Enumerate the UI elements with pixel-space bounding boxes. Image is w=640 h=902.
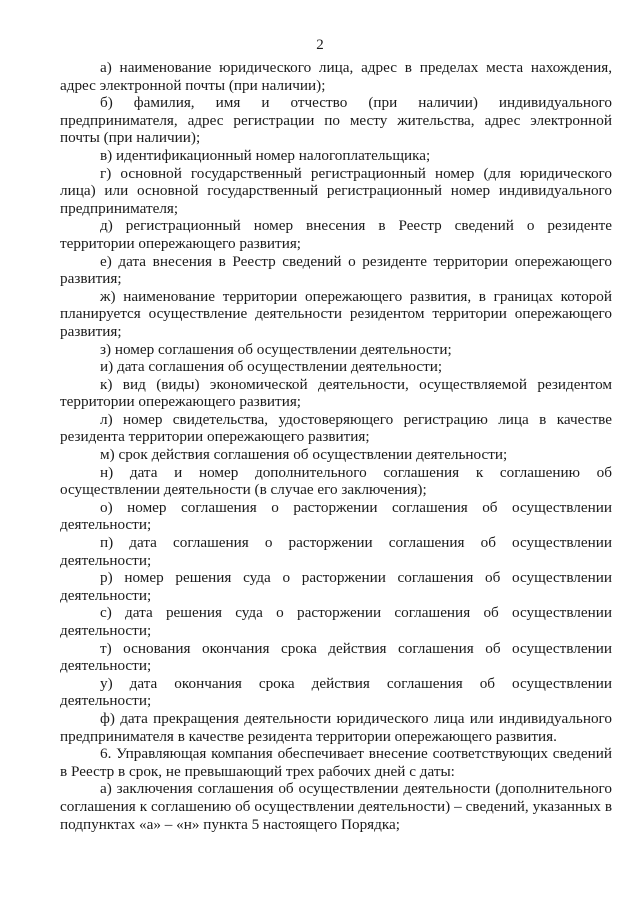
item-zh: ж) наименование территории опережающего развития, в границах которой планируется осуществление деятельности резидентом территории опережающего развития; [60, 287, 612, 340]
item-a: а) наименование юридического лица, адрес в пределах места нахождения, адрес электронной почты (при наличии); [60, 59, 612, 94]
item-p: п) дата соглашения о расторжении соглашения об осуществлении деятельности; [60, 534, 612, 569]
item-f: ф) дата прекращения деятельности юридического лица или индивидуального предпринимателя в качестве резидента территории опережающего развития. [60, 709, 612, 745]
item-u: у) дата окончания срока действия соглашения об осуществлении деятельности; [60, 674, 612, 710]
item-s: с) дата решения суда о расторжении соглашения об осуществлении деятельности; [60, 604, 612, 639]
item-d: д) регистрационный номер внесения в Реестр сведений о резиденте территории опережающего развития; [60, 217, 612, 252]
item-o: о) номер соглашения о расторжении соглашения об осуществлении деятельности; [60, 498, 612, 534]
section-6: 6. Управляющая компания обеспечивает внесение соответствующих сведений в Реестр в срок, не превышающий трех рабочих дней с даты: [60, 745, 612, 780]
item-r: р) номер решения суда о расторжении соглашения об осуществлении деятельности; [60, 569, 612, 604]
item-g: г) основной государственный регистрационный номер (для юридического лица) или основной государственный регистрационный номер индивидуального предпринимателя; [60, 164, 612, 217]
section-6-item-a: а) заключения соглашения об осуществлении деятельности (дополнительного соглашения к соглашению об осуществлении деятельности) – сведений, указанных в подпунктах «а» – «н» пункта 5 настоящего Порядка; [60, 780, 612, 833]
item-t: т) основания окончания срока действия соглашения об осуществлении деятельности; [60, 639, 612, 675]
item-b: б) фамилия, имя и отчество (при наличии) индивидуального предпринимателя, адрес регистрации по месту жительства, адрес электронной почты (при наличии); [60, 94, 612, 147]
page-number: 2 [316, 37, 324, 53]
item-m: м) срок действия соглашения об осуществлении деятельности; [100, 446, 508, 464]
item-i: и) дата соглашения об осуществлении деятельности; [100, 358, 443, 376]
item-v: в) идентификационный номер налогоплательщика; [100, 146, 431, 164]
item-n: н) дата и номер дополнительного соглашения к соглашению об осуществлении деятельности (в случае его заключения); [60, 463, 612, 499]
item-k: к) вид (виды) экономической деятельности, осуществляемой резидентом территории опережающего развития; [60, 375, 612, 411]
item-e: е) дата внесения в Реестр сведений о резиденте территории опережающего развития; [60, 252, 612, 288]
document-body [60, 59, 612, 833]
item-z: з) номер соглашения об осуществлении деятельности; [100, 340, 452, 358]
item-l: л) номер свидетельства, удостоверяющего регистрацию лица в качестве резидента территории опережающего развития; [60, 410, 612, 446]
